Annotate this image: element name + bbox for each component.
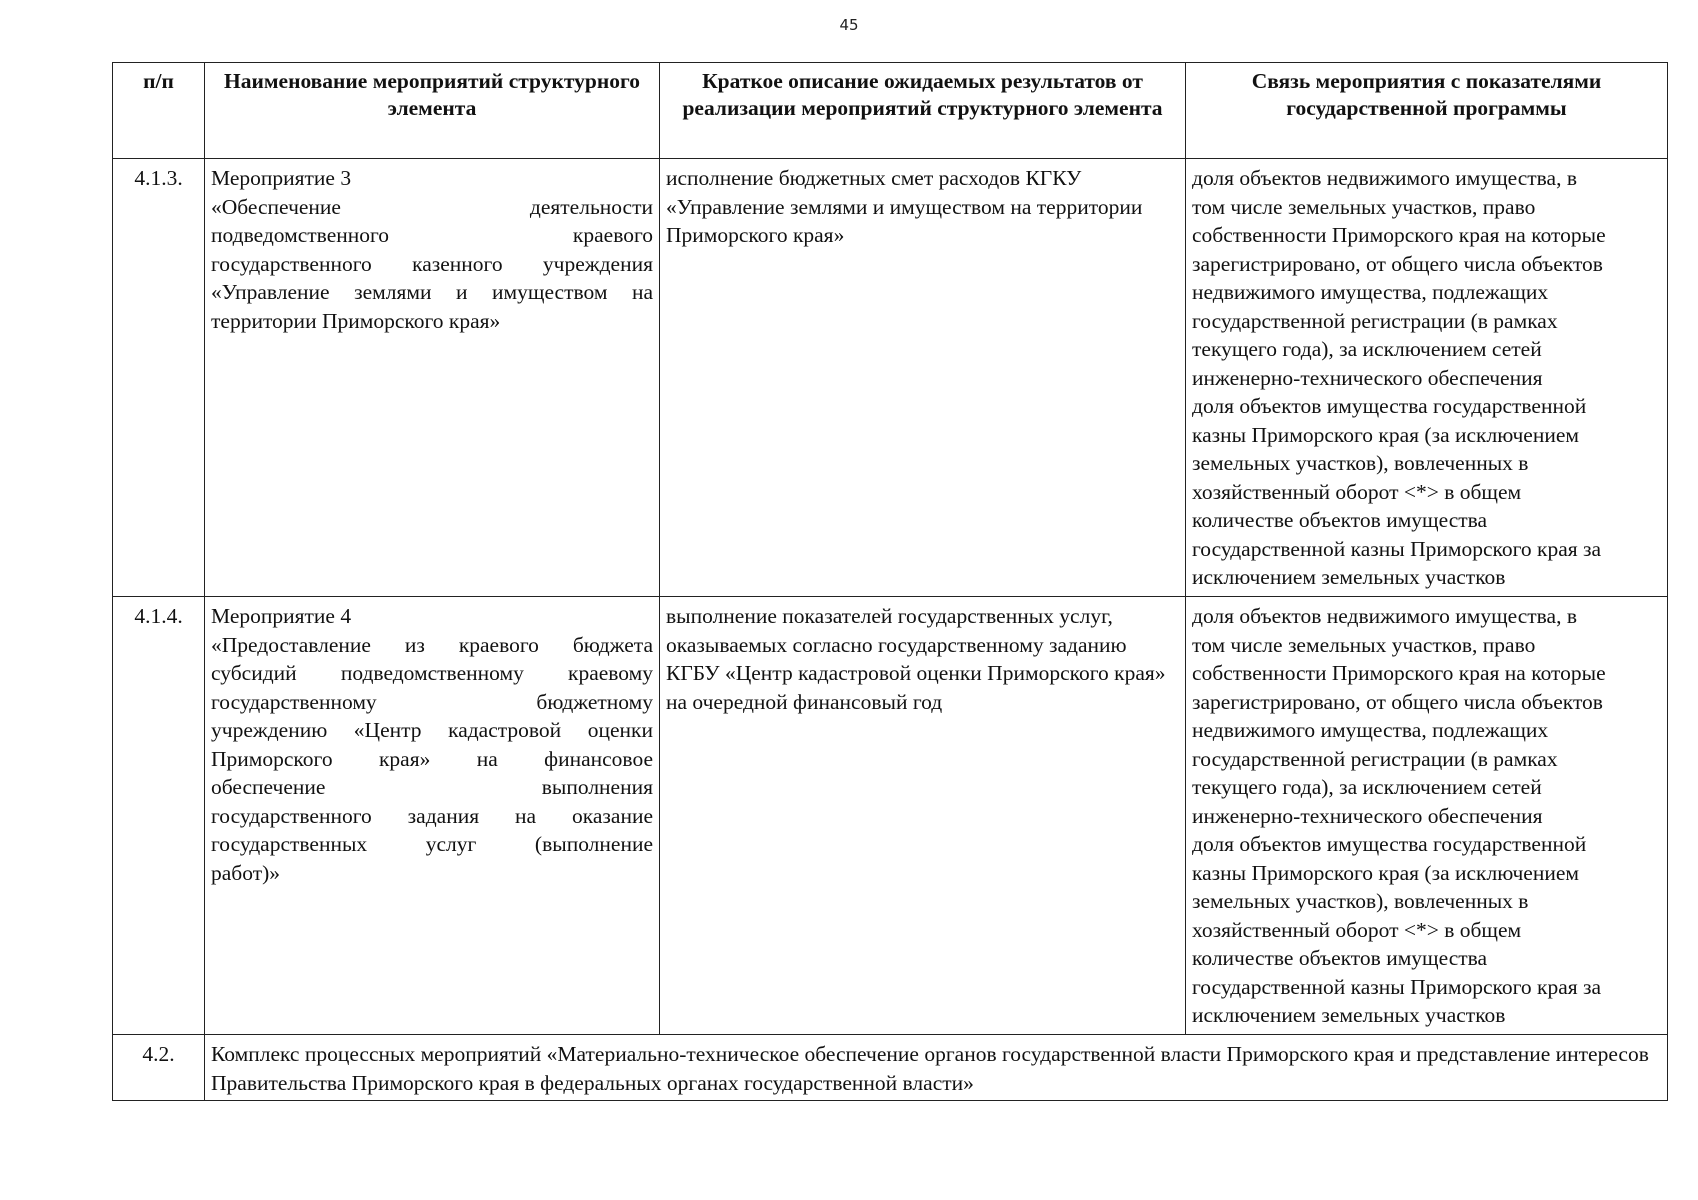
link-line: количестве объектов имущества: [1192, 946, 1488, 970]
row-link: [1186, 159, 1668, 597]
link-line: государственной казны Приморского края за: [1192, 536, 1602, 561]
link-line: количестве объектов имущества: [1192, 508, 1488, 532]
link-line: собственности Приморского края на которые: [1192, 661, 1606, 685]
row-num: 4.1.4.: [113, 597, 205, 1035]
row-name: [205, 159, 660, 597]
name-line: государственного задания на оказание: [211, 803, 653, 828]
link-line: текущего года), за исключением сетей: [1192, 775, 1542, 799]
name-line: «Предоставление из краевого бюджета: [211, 632, 653, 657]
section-title: Комплекс процессных мероприятий «Материально-техническое обеспечение органов государственной власти Приморского края и представление интересов Правительства Приморского края в федеральных органах государственной власти»: [205, 1035, 1668, 1101]
row-name: [205, 597, 660, 1035]
measures-table: [112, 62, 1668, 1101]
link-line: доля объектов недвижимого имущества, в: [1192, 604, 1577, 628]
row-num: 4.1.3.: [113, 159, 205, 597]
page-number: 45: [839, 16, 859, 34]
link-line: доля объектов недвижимого имущества, в: [1192, 166, 1577, 190]
section-row: [113, 1035, 1668, 1101]
link-line: хозяйственный оборот <*> в общем: [1192, 479, 1522, 504]
link-line: исключением земельных участков: [1192, 1003, 1506, 1027]
name-line: государственного казенного учреждения: [211, 251, 653, 276]
link-line: зарегистрировано, от общего числа объектов: [1192, 251, 1603, 276]
link-line: текущего года), за исключением сетей: [1192, 337, 1542, 361]
link-line: казны Приморского края (за исключением: [1192, 860, 1579, 885]
link-line: том числе земельных участков, право: [1192, 632, 1536, 657]
name-line: подведомственного краевого: [211, 223, 653, 247]
link-line: хозяйственный оборот <*> в общем: [1192, 917, 1522, 942]
name-line: учреждению «Центр кадастровой оценки: [211, 718, 653, 742]
table-row: [113, 597, 1668, 1035]
name-line: субсидий подведомственному краевому: [211, 661, 653, 685]
link-line: зарегистрировано, от общего числа объектов: [1192, 689, 1603, 714]
name-line: обеспечение выполнения: [211, 775, 653, 799]
section-num: 4.2.: [113, 1035, 205, 1101]
link-line: недвижимого имущества, подлежащих: [1192, 718, 1549, 742]
link-line: казны Приморского края (за исключением: [1192, 422, 1579, 447]
link-line: земельных участков), вовлеченных в: [1192, 451, 1529, 475]
link-line: земельных участков), вовлеченных в: [1192, 889, 1529, 913]
row-result: выполнение показателей государственных услуг, оказываемых согласно государственному заданию КГБУ «Центр кадастровой оценки Приморского края» на очередной финансовый год: [660, 597, 1186, 1035]
table-row: [113, 159, 1668, 597]
link-line: доля объектов имущества государственной: [1192, 394, 1587, 418]
row-link: [1186, 597, 1668, 1035]
link-line: собственности Приморского края на которые: [1192, 223, 1606, 247]
link-line: инженерно-технического обеспечения: [1192, 803, 1543, 828]
link-line: доля объектов имущества государственной: [1192, 832, 1587, 856]
name-line: «Управление землями и имуществом на: [211, 280, 653, 304]
name-line: государственных услуг (выполнение: [211, 832, 653, 856]
header-result: Краткое описание ожидаемых результатов от реализации мероприятий структурного элемента: [660, 63, 1186, 159]
header-name: Наименование мероприятий структурного элемента: [205, 63, 660, 159]
row-result: исполнение бюджетных смет расходов КГКУ «Управление землями и имуществом на территории Приморского края»: [660, 159, 1186, 597]
link-line: государственной регистрации (в рамках: [1192, 746, 1558, 771]
link-line: государственной регистрации (в рамках: [1192, 308, 1558, 333]
name-line: «Обеспечение деятельности: [211, 194, 653, 219]
name-line: Мероприятие 3: [211, 166, 352, 190]
name-line: территории Приморского края»: [211, 308, 501, 333]
name-line: государственному бюджетному: [211, 689, 653, 714]
name-line: Приморского края» на финансовое: [211, 746, 653, 771]
link-line: исключением земельных участков: [1192, 565, 1506, 589]
link-line: государственной казны Приморского края за: [1192, 974, 1602, 999]
link-line: том числе земельных участков, право: [1192, 194, 1536, 219]
table-header-row: [113, 63, 1668, 159]
link-line: инженерно-технического обеспечения: [1192, 365, 1543, 390]
header-link: Связь мероприятия с показателями государственной программы: [1186, 63, 1668, 159]
name-line: Мероприятие 4: [211, 604, 352, 628]
link-line: недвижимого имущества, подлежащих: [1192, 280, 1549, 304]
header-num: п/п: [113, 63, 205, 159]
name-line: работ)»: [211, 860, 281, 885]
